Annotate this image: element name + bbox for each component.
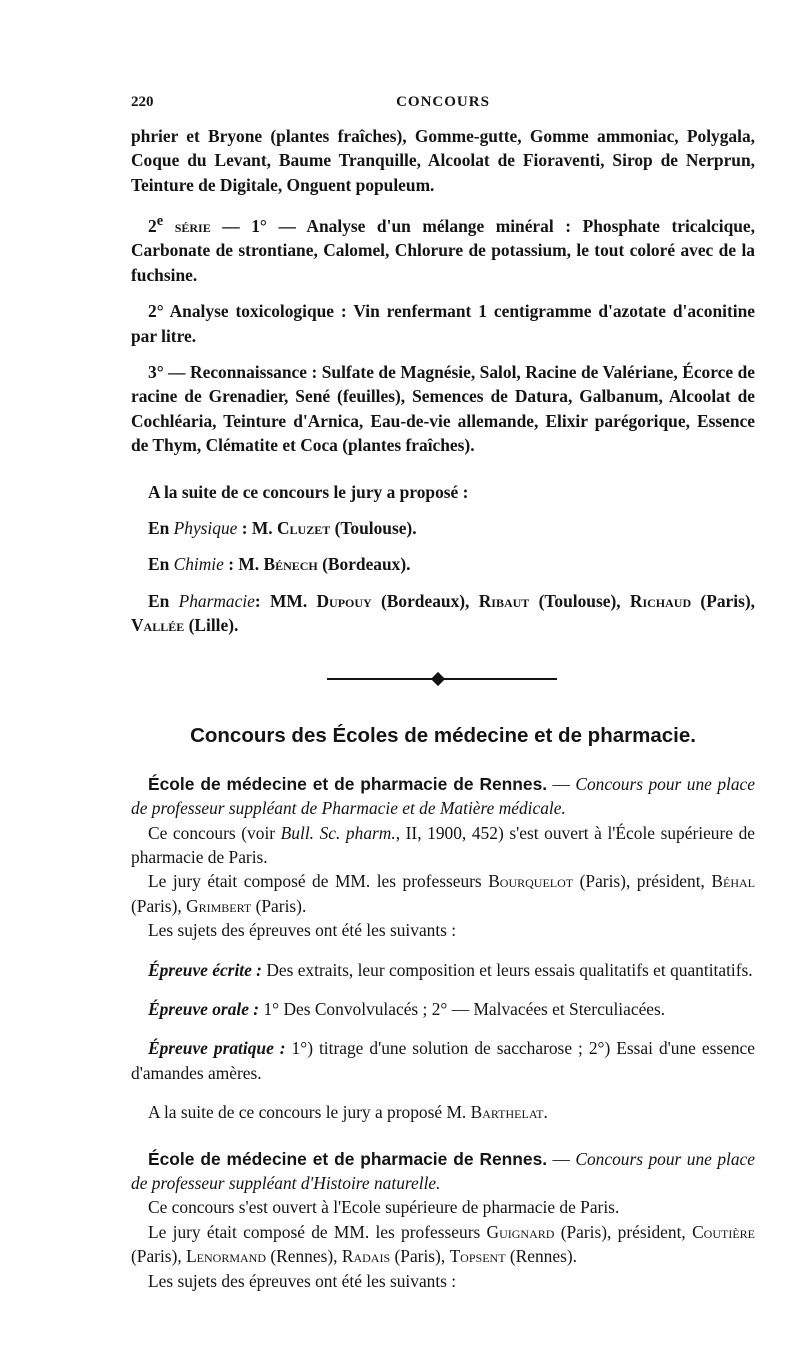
rennes-first-subjects: Les sujets des épreuves ont été les suivants : bbox=[148, 920, 457, 941]
epreuve-pratique: Épreuve pratique : 1°) titrage d'une solution de saccharose ; 2°) Essai d'une essence d'amandes amères. bbox=[131, 1038, 755, 1083]
paragraph-jury-proposal: A la suite de ce concours le jury a proposé : bbox=[148, 481, 469, 502]
paragraph-toxicology: 2° Analyse toxicologique : Vin renfermant 1 centigramme d'azotate d'aconitine par litre. bbox=[131, 301, 755, 346]
paragraph-recognition: 3° — Reconnaissance : Sulfate de Magnésie, Salol, Racine de Valériane, Écorce de racine de Grenadier, Sené (feuilles), Semences de Datura, Galbanum, Alcoolat de Cochléaria, Teinture d'Arnica, Eau-de-vie allemande, Elixir parégorique, Essence de Thym, Clématite et Coca (plantes fraîches). bbox=[131, 362, 755, 456]
paragraph-serie-2: 2e série — 1° — Analyse d'un mélange minéral : Phosphate tricalcique, Carbonate de strontiane, Calomel, Chlorure de potassium, le tout coloré avec de la fuchsine. bbox=[131, 213, 755, 285]
jury-physique: En Physique : M. Cluzet (Toulouse). bbox=[148, 518, 417, 539]
divider-diamond-icon bbox=[431, 672, 445, 686]
jury-pharmacie: En Pharmacie: MM. Dupouy (Bordeaux), Ribaut (Toulouse), Richaud (Paris), Vallée (Lille). bbox=[131, 590, 755, 636]
jury-chimie: En Chimie : M. Bénech (Bordeaux). bbox=[148, 554, 411, 575]
epreuve-ecrite: Épreuve écrite : Des extraits, leur composition et leurs essais qualitatifs et quantitatifs. bbox=[148, 959, 753, 980]
rennes-first-intro: École de médecine et de pharmacie de Rennes. — Concours pour une place de professeur suppléant de Pharmacie et de Matière médicale. bbox=[131, 773, 755, 819]
page-header bbox=[131, 94, 755, 116]
section-heading: Concours des Écoles de médecine et de pharmacie. bbox=[190, 723, 696, 747]
running-title: CONCOURS bbox=[396, 94, 490, 110]
rennes-first-proposal: A la suite de ce concours le jury a proposé M. Barthelat. bbox=[148, 1102, 548, 1123]
page-number: 220 bbox=[131, 94, 154, 110]
page-body bbox=[131, 124, 755, 1293]
section-divider bbox=[131, 669, 755, 689]
paragraph-plant-list: phrier et Bryone (plantes fraîches), Gomme-gutte, Gomme ammoniac, Polygala, Coque du Levant, Baume Tranquille, Alcoolat de Fioraventi, Sirop de Nerprun, Teinture de Digitale, Onguent populeum. bbox=[131, 126, 755, 195]
rennes-first-jury: Le jury était composé de MM. les professeurs Bourquelot (Paris), président, Béhal (Paris), Grimbert (Paris). bbox=[131, 871, 755, 916]
rennes-first-location: Ce concours (voir Bull. Sc. pharm., II, 1900, 452) s'est ouvert à l'École supérieure de pharmacie de Paris. bbox=[131, 822, 756, 867]
epreuve-orale: Épreuve orale : 1° Des Convolvulacés ; 2° — Malvacées et Sterculiacées. bbox=[148, 998, 666, 1019]
rennes-second-location: Ce concours s'est ouvert à l'Ecole supérieure de pharmacie de Paris. bbox=[148, 1197, 620, 1218]
rennes-second-subjects: Les sujets des épreuves ont été les suivants : bbox=[148, 1270, 457, 1291]
rennes-second-intro: École de médecine et de pharmacie de Rennes. — Concours pour une place de professeur suppléant d'Histoire naturelle. bbox=[131, 1148, 755, 1193]
rennes-second-jury: Le jury était composé de MM. les professeurs Guignard (Paris), président, Coutière (Paris), Lenormand (Rennes), Radais (Paris), Topsent (Rennes). bbox=[131, 1221, 755, 1267]
